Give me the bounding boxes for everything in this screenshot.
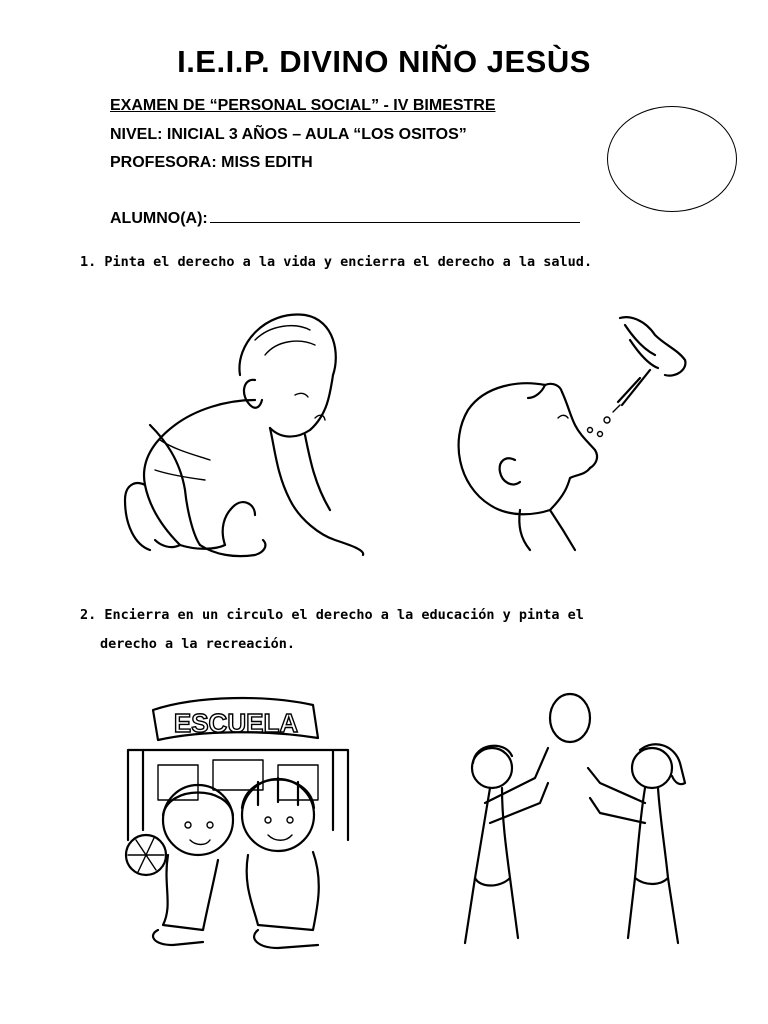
school-kids-illustration[interactable] (118, 690, 363, 955)
teacher-line: PROFESORA: MISS EDITH (110, 154, 313, 171)
question-2 (80, 607, 584, 623)
crawling-baby-illustration[interactable] (105, 300, 365, 570)
question-2-text-line2: derecho a la recreación. (100, 636, 296, 652)
question-1-number: 1. (80, 254, 97, 270)
level-line: NIVEL: INICIAL 3 AÑOS – AULA “LOS OSITOS” (110, 126, 467, 143)
question-2-continuation (100, 636, 295, 652)
school-title: I.E.I.P. DIVINO NIÑO JESÙS (177, 44, 591, 79)
student-name-blank[interactable] (210, 208, 580, 223)
question-1-text: Pinta el derecho a la vida y encierra el derecho a la salud. (104, 254, 593, 270)
kids-playing-ball-illustration[interactable] (440, 688, 700, 953)
question-2-text-line1: Encierra en un circulo el derecho a la educación y pinta el (104, 607, 584, 623)
question-2-number: 2. (80, 607, 97, 623)
photo-oval[interactable] (607, 106, 737, 212)
child-drops-illustration[interactable] (450, 310, 695, 555)
ball-icon (550, 694, 590, 742)
student-name-row (110, 208, 580, 228)
exam-title: EXAMEN DE “PERSONAL SOCIAL” - IV BIMESTRE (110, 97, 496, 114)
question-1 (80, 254, 592, 270)
student-label: ALUMNO(A): (110, 210, 208, 227)
school-sign-text: ESCUELA (173, 708, 299, 738)
